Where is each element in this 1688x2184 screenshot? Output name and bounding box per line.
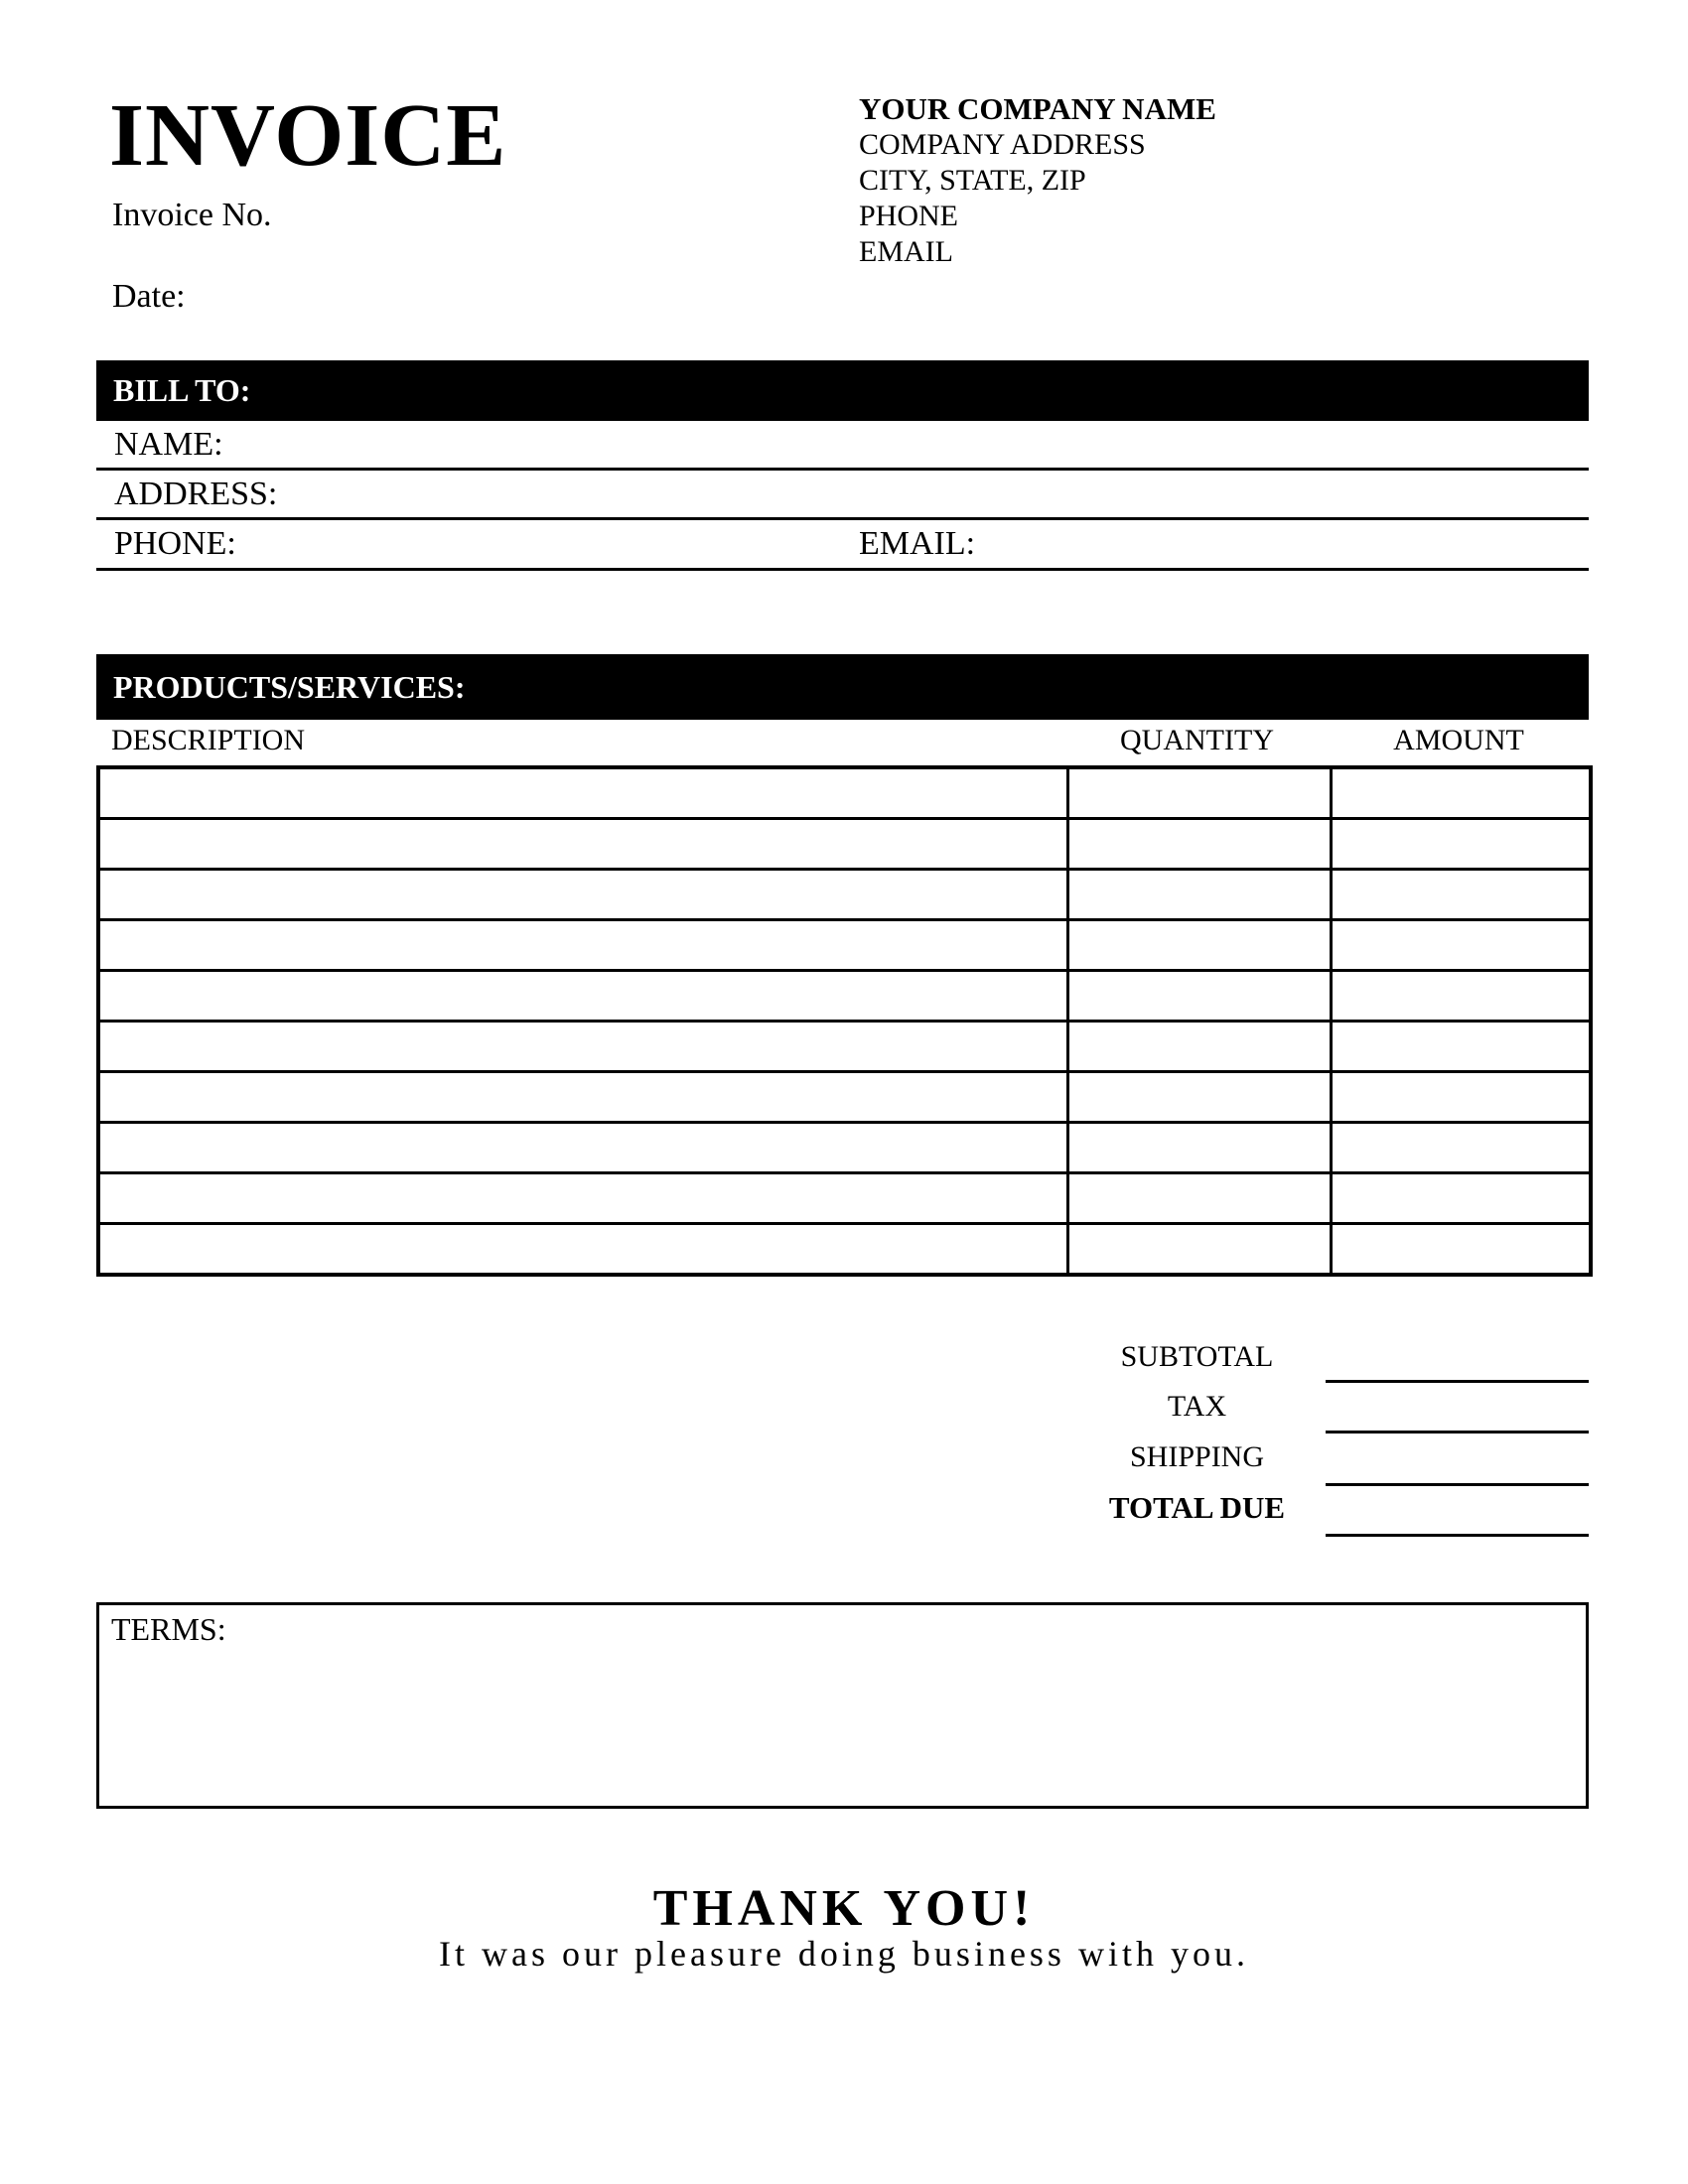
total-due-label: TOTAL DUE	[1108, 1490, 1286, 1525]
table-cell-description[interactable]	[98, 870, 1067, 920]
table-cell-quantity[interactable]	[1067, 1022, 1331, 1072]
table-row	[98, 1224, 1591, 1276]
terms-box	[96, 1602, 1589, 1809]
table-cell-amount[interactable]	[1331, 1123, 1591, 1173]
subtotal-label: SUBTOTAL	[1120, 1340, 1274, 1373]
bill-to-address-line[interactable]	[96, 517, 1589, 520]
table-cell-description[interactable]	[98, 1224, 1067, 1276]
page-title: INVOICE	[109, 86, 507, 185]
subtotal-line[interactable]	[1326, 1380, 1589, 1383]
table-cell-quantity[interactable]	[1067, 1224, 1331, 1276]
table-cell-quantity[interactable]	[1067, 1173, 1331, 1224]
table-cell-amount[interactable]	[1331, 1072, 1591, 1123]
table-cell-amount[interactable]	[1331, 819, 1591, 870]
company-phone: PHONE	[859, 200, 959, 232]
company-city-state-zip: CITY, STATE, ZIP	[859, 164, 1086, 197]
company-info-block	[859, 91, 1216, 270]
bill-to-address-label: ADDRESS:	[114, 476, 278, 512]
table-row	[98, 819, 1591, 870]
table-cell-quantity[interactable]	[1067, 767, 1331, 819]
table-cell-amount[interactable]	[1331, 1224, 1591, 1276]
column-header-quantity: QUANTITY	[1120, 724, 1274, 756]
table-cell-quantity[interactable]	[1067, 920, 1331, 971]
table-cell-quantity[interactable]	[1067, 1072, 1331, 1123]
shipping-label: SHIPPING	[1129, 1440, 1265, 1473]
table-cell-description[interactable]	[98, 920, 1067, 971]
terms-input-area[interactable]	[111, 1648, 1574, 1797]
table-cell-amount[interactable]	[1331, 767, 1591, 819]
column-header-amount: AMOUNT	[1393, 724, 1524, 756]
table-cell-description[interactable]	[98, 1123, 1067, 1173]
bill-to-phone-email-line[interactable]	[96, 568, 1589, 571]
table-row	[98, 1022, 1591, 1072]
table-cell-description[interactable]	[98, 819, 1067, 870]
total-due-line[interactable]	[1326, 1534, 1589, 1537]
bill-to-section-title: BILL TO:	[113, 372, 251, 408]
shipping-line[interactable]	[1326, 1483, 1589, 1486]
bill-to-email-label: EMAIL:	[859, 525, 976, 562]
column-header-description: DESCRIPTION	[111, 724, 306, 756]
table-cell-description[interactable]	[98, 767, 1067, 819]
thank-you-heading: THANK YOU!	[652, 1880, 1036, 1937]
products-section-title: PRODUCTS/SERVICES:	[113, 668, 466, 705]
date-label: Date:	[112, 278, 186, 315]
products-section-header	[96, 654, 1589, 720]
table-row	[98, 971, 1591, 1022]
table-cell-quantity[interactable]	[1067, 1123, 1331, 1173]
table-cell-amount[interactable]	[1331, 870, 1591, 920]
table-cell-amount[interactable]	[1331, 971, 1591, 1022]
table-cell-amount[interactable]	[1331, 1022, 1591, 1072]
table-cell-description[interactable]	[98, 1022, 1067, 1072]
products-table-body	[98, 767, 1591, 1275]
table-cell-quantity[interactable]	[1067, 971, 1331, 1022]
bill-to-phone-label: PHONE:	[114, 525, 236, 562]
table-cell-quantity[interactable]	[1067, 819, 1331, 870]
table-cell-description[interactable]	[98, 971, 1067, 1022]
invoice-number-label: Invoice No.	[112, 197, 272, 233]
table-row	[98, 920, 1591, 971]
table-cell-amount[interactable]	[1331, 920, 1591, 971]
table-cell-description[interactable]	[98, 1173, 1067, 1224]
tax-label: TAX	[1167, 1390, 1227, 1423]
table-row	[98, 767, 1591, 819]
table-row	[98, 1123, 1591, 1173]
bill-to-section-header	[96, 360, 1589, 421]
table-row	[98, 1173, 1591, 1224]
products-table	[96, 765, 1593, 1277]
company-name: YOUR COMPANY NAME	[859, 91, 1216, 126]
tax-line[interactable]	[1326, 1431, 1589, 1433]
company-address: COMPANY ADDRESS	[859, 128, 1146, 161]
bill-to-name-label: NAME:	[114, 426, 223, 463]
company-email: EMAIL	[859, 235, 953, 268]
table-cell-description[interactable]	[98, 1072, 1067, 1123]
table-cell-quantity[interactable]	[1067, 870, 1331, 920]
terms-label: TERMS:	[111, 1611, 226, 1647]
table-cell-amount[interactable]	[1331, 1173, 1591, 1224]
table-row	[98, 870, 1591, 920]
bill-to-name-line[interactable]	[96, 468, 1589, 471]
table-row	[98, 1072, 1591, 1123]
footer-message: It was our pleasure doing business with you.	[439, 1934, 1249, 1974]
